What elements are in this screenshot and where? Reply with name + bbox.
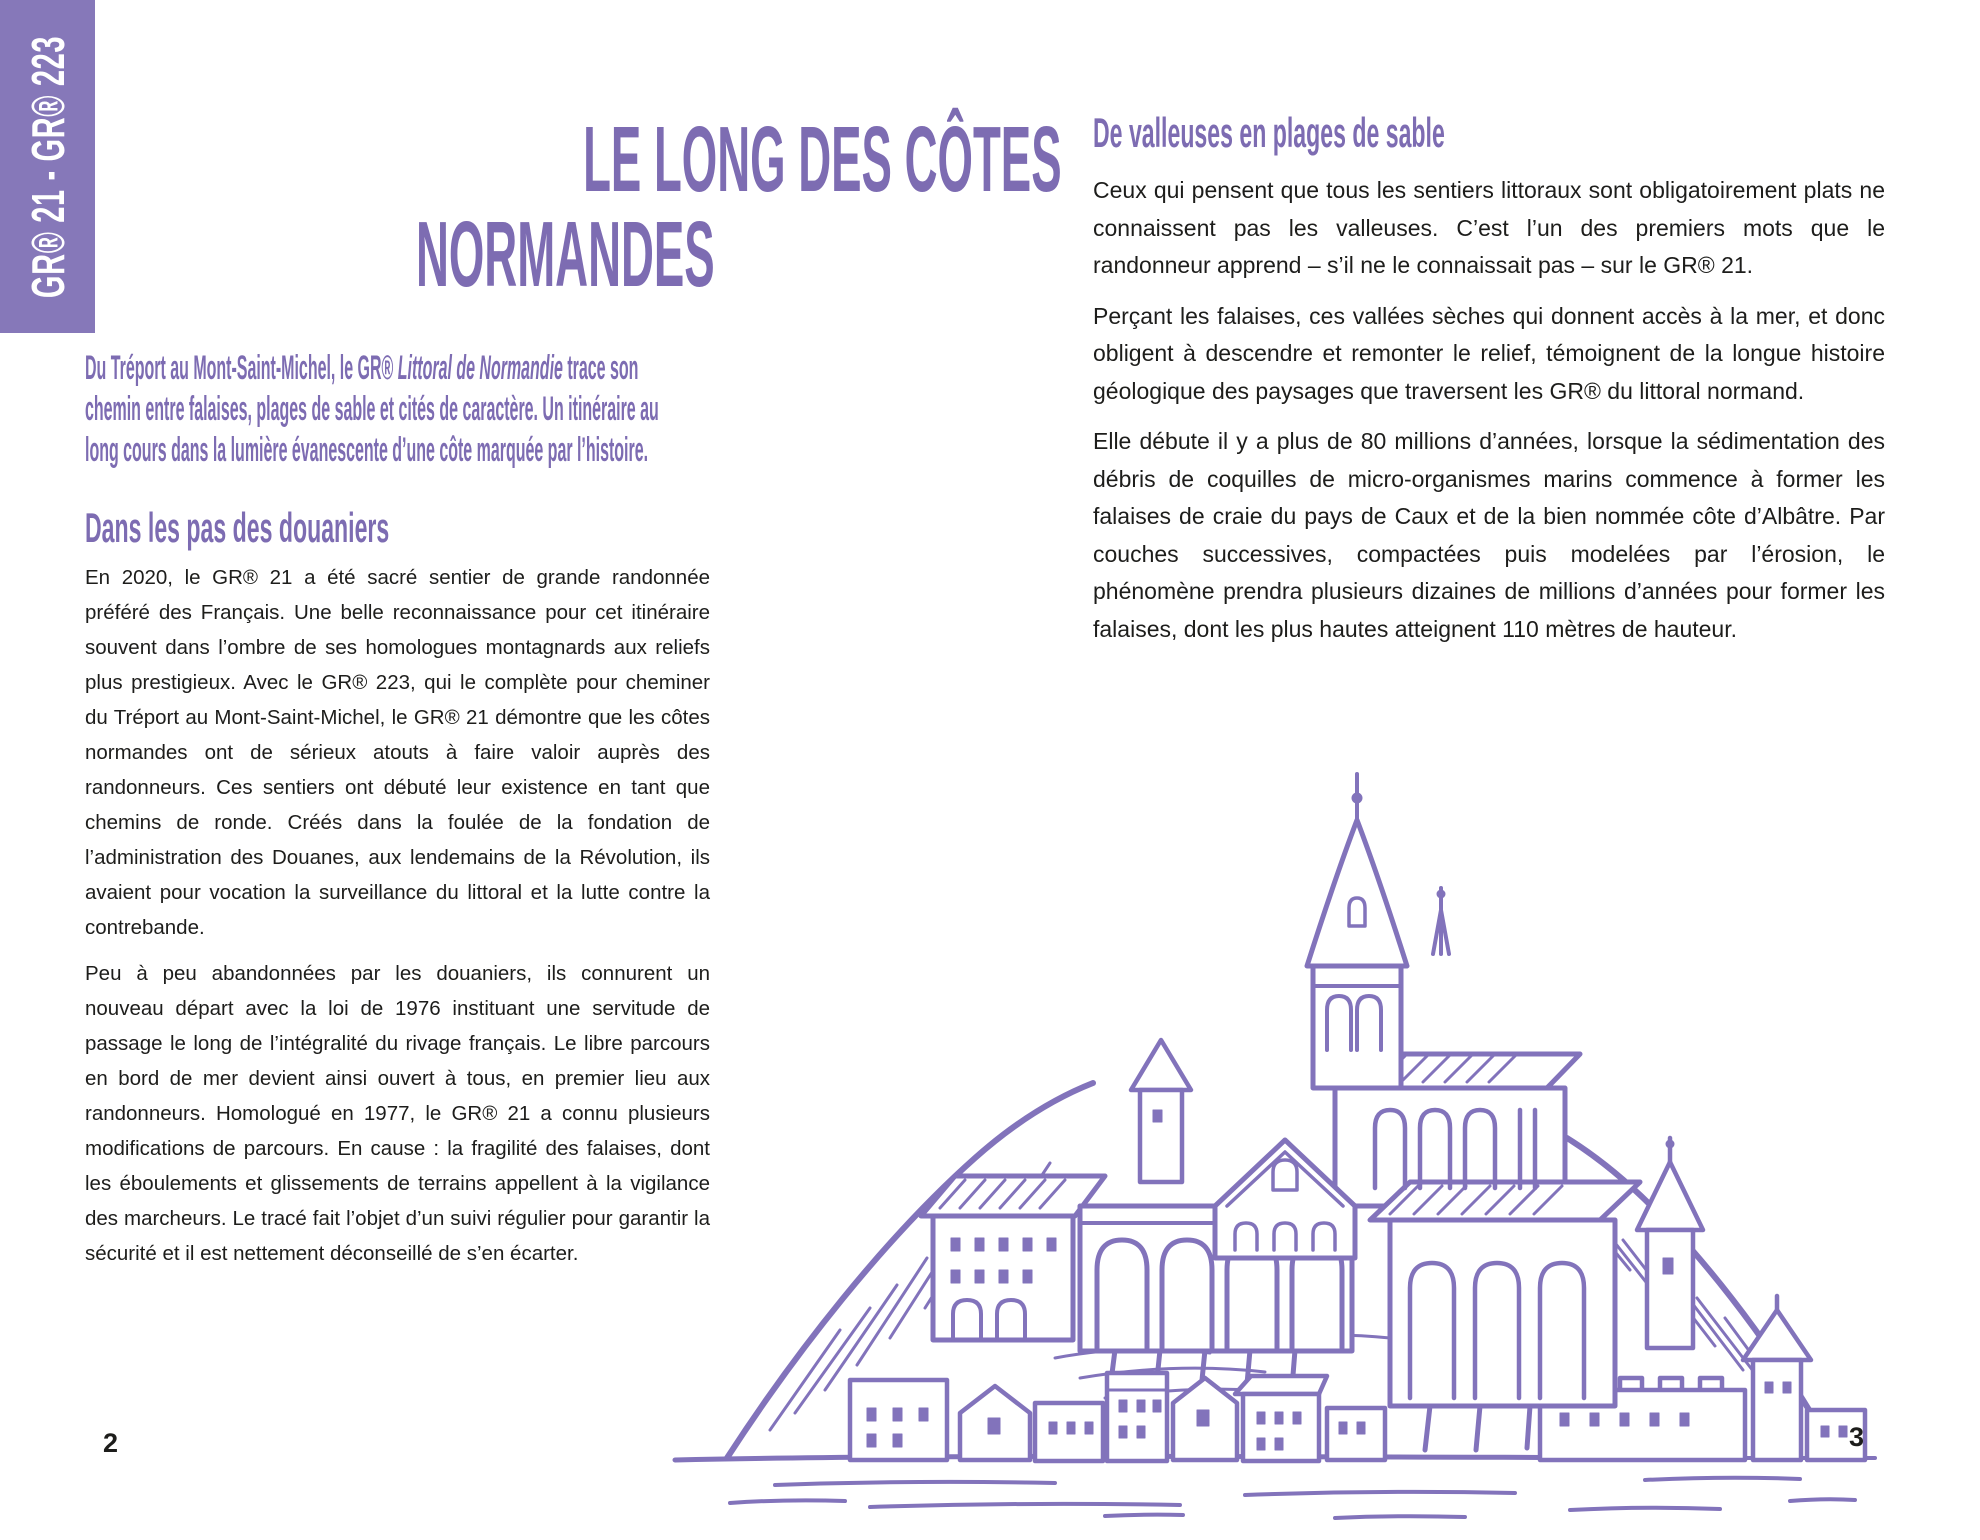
page-title bbox=[85, 107, 1062, 306]
mont-saint-michel-illustration bbox=[635, 758, 1925, 1533]
intro-line-2: chemin entre falaises, plages de sable et cités de caractère. Un itinéraire au bbox=[85, 390, 659, 428]
intro-paragraph bbox=[85, 348, 725, 471]
intro-italic-title: Littoral de Normandie bbox=[397, 349, 563, 387]
body-paragraph: En 2020, le GR® 21 a été sacré sentier de grande randonnée préféré des Français. Une belle reconnaissance pour cet itinéraire souvent dans l’ombre de ses homologues montagnards aux reliefs plus prestigieux. Avec le GR® 223, qui le complète pour cheminer du Tréport au Mont-Saint-Michel, le GR® 21 démontre que les côtes normandes ont de sérieux atouts à faire valoir auprès des randonneurs. Ces sentiers ont débuté leur existence en tant que chemins de ronde. Créés dans la foulée de la fondation de l’administration des Douanes, aux lendemains de la Révolution, ils avaient pour vocation la surveillance du littoral et la lutte contre la contrebande. bbox=[85, 566, 710, 939]
page-number-left: 2 bbox=[103, 1428, 119, 1458]
body-paragraph: Peu à peu abandonnées par les douaniers, ils connurent un nouveau départ avec la loi de 1976 instituant une servitude de passage le long de l’intégralité du rivage français. Le libre parcours en bord de mer devient ainsi ouvert à tous, en premier lieu aux randonneurs. Homologué en 1977, le GR® 21 a connu plusieurs modifications de parcours. En cause : la fragilité des falaises, dont les éboulements et glissements de terrains appellent à la vigilance des marcheurs. Le tracé fait l’objet d’un suivi régulier pour garantir la sécurité et il est nettement déconseillé de s’en écarter. bbox=[85, 962, 710, 1265]
title-line-2: NORMANDES bbox=[416, 202, 715, 306]
body-paragraph: Perçant les falaises, ces vallées sèches qui donnent accès à la mer, et donc obligent à descendre et remonter le relief, témoignent de la longue histoire géologique des paysages que traversent les GR® du littoral normand. bbox=[1093, 302, 1885, 404]
section-heading-valleuses: De valleuses en plages de sable bbox=[1093, 109, 1445, 156]
body-paragraph: Ceux qui pensent que tous les sentiers littoraux sont obligatoirement plats ne connaissent pas les valleuses. C’est l’un des premiers mots que le randonneur apprend – s’il ne le connaissait pas – sur le GR® 21. bbox=[1093, 177, 1885, 278]
section-heading-douaniers: Dans les pas des douaniers bbox=[85, 504, 390, 551]
title-line-1: LE LONG DES CÔTES bbox=[583, 107, 1062, 211]
left-column-body bbox=[85, 560, 710, 1282]
intro-line-3: long cours dans la lumière évanescente d’une côte marquée par l’histoire. bbox=[85, 431, 649, 469]
edge-tab-label: GR® 21 - GR® 223 bbox=[21, 35, 74, 298]
edge-tab bbox=[0, 0, 95, 333]
intro-line-1: Du Tréport au Mont-Saint-Michel, le GR® Littoral de Normandie trace son bbox=[85, 349, 639, 387]
page-number-right: 3 bbox=[1849, 1422, 1865, 1452]
body-paragraph: Elle débute il y a plus de 80 millions d’années, lorsque la sédimentation des débris de coquilles de micro-organismes marins commence à former les falaises de craie du pays de Caux et de la bien nommée côte d’Albâtre. Par couches successives, compactées puis modelées par l’érosion, le phénomène prendra plusieurs dizaines de millions d’années pour former les falaises, dont les plus hautes atteignent 110 mètres de hauteur. bbox=[1093, 428, 1885, 642]
right-column bbox=[1093, 110, 1885, 661]
